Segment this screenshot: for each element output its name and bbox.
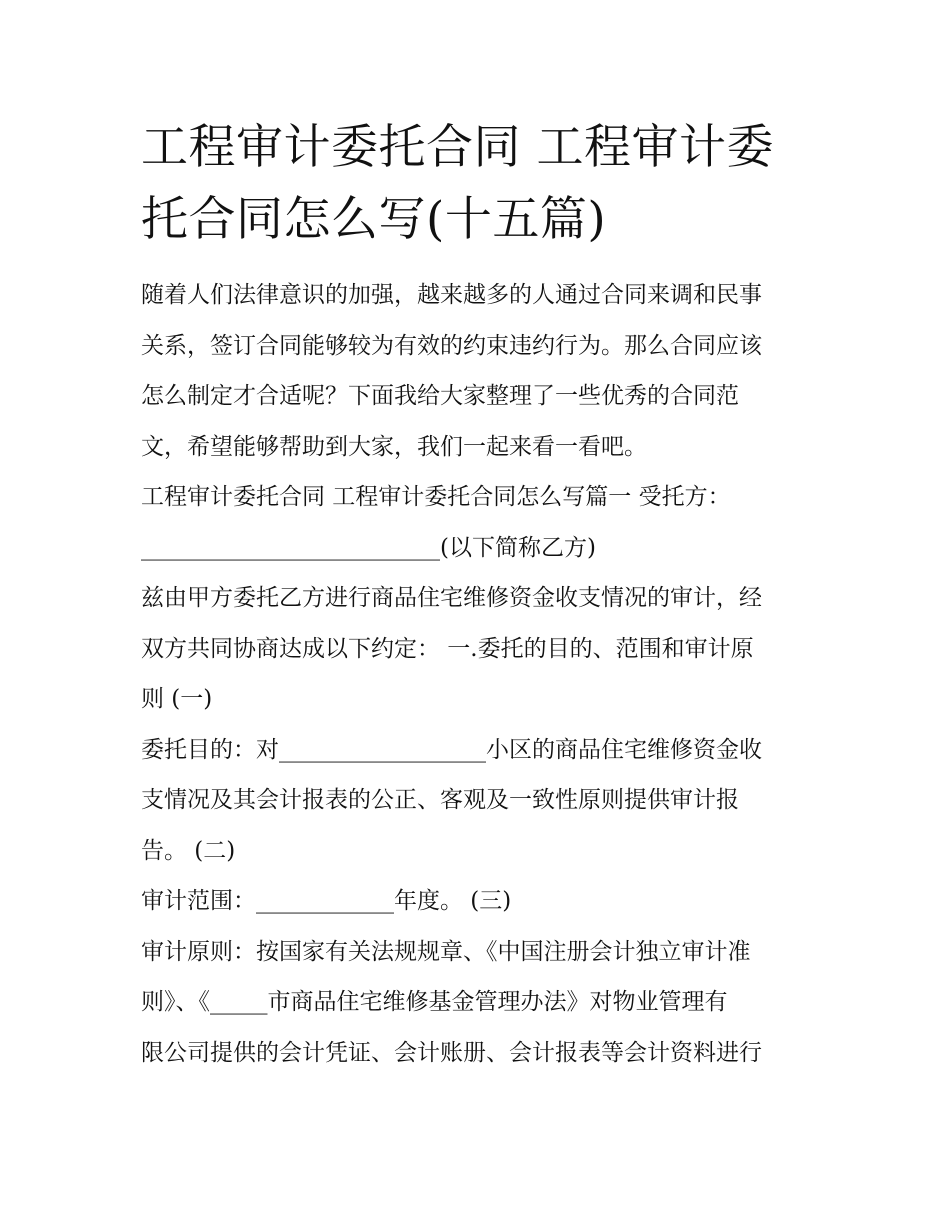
- document-body: [141, 270, 813, 1078]
- body-line: 随着人们法律意识的加强，越来越多的人通过合同来调和民事: [141, 282, 762, 308]
- body-line: 文，希望能够帮助到大家，我们一起来看一看吧。: [141, 433, 647, 460]
- body-line: 支情况及其会计报表的公正、客观及一致性原则提供审计报: [141, 787, 739, 813]
- body-line: 怎么制定才合适呢？下面我给大家整理了一些优秀的合同范: [141, 383, 739, 409]
- body-line: 工程审计委托合同 工程审计委托合同怎么写篇一 受托方：: [141, 484, 731, 510]
- body-line: 审计原则：按国家有关法规规章、《中国注册会计独立审计准: [141, 938, 751, 965]
- body-line: __________________________(以下简称乙方): [141, 534, 596, 561]
- body-line: 则 (一): [141, 686, 213, 712]
- body-line: 限公司提供的会计凭证、会计账册、会计报表等会计资料进行: [141, 1039, 762, 1066]
- document-title: [141, 112, 813, 256]
- body-line: 审计范围：____________年度。 (三): [141, 888, 512, 914]
- title-line: 工程审计委托合同 工程审计委: [141, 120, 774, 175]
- document-page: [141, 112, 813, 1078]
- body-line: 兹由甲方委托乙方进行商品住宅维修资金收支情况的审计，经: [141, 585, 762, 611]
- title-line: 托合同怎么写(十五篇): [141, 192, 607, 247]
- body-line: 告。 (二): [141, 837, 236, 864]
- body-line: 关系，签订合同能够较为有效的约束违约行为。那么合同应该: [141, 332, 762, 359]
- body-line: 委托目的：对__________________小区的商品住宅维修资金收: [141, 736, 762, 763]
- body-line: 则》、《_____市商品住宅维修基金管理办法》对物业管理有: [141, 989, 728, 1015]
- body-line: 双方共同协商达成以下约定： 一.委托的目的、范围和审计原: [141, 635, 754, 662]
